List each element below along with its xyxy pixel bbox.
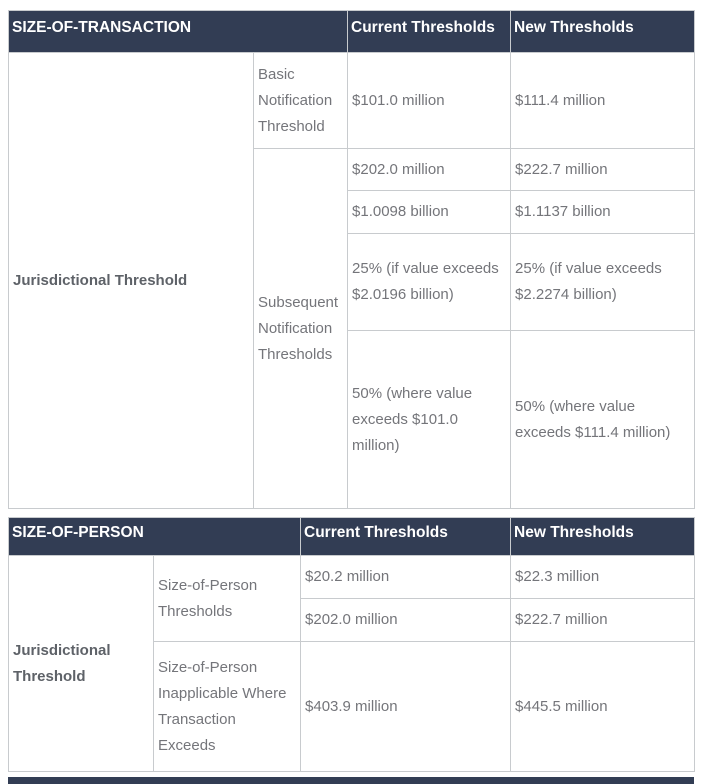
- t2-row2-new-value: $222.7 million: [511, 599, 695, 642]
- size-of-person-inapplicable-label: Size-of-Person Inapplicable Where Transaction Exceeds: [154, 642, 301, 772]
- size-of-transaction-title: SIZE-OF-TRANSACTION: [9, 11, 348, 53]
- t1-jurisdictional-threshold-label: Jurisdictional Threshold: [9, 53, 254, 509]
- t1-row1-new-value: $111.4 million: [511, 53, 695, 149]
- t1-row3-current-value: $1.0098 billion: [348, 191, 511, 234]
- t2-current-thresholds-header: Current Thresholds: [301, 518, 511, 556]
- next-table-header-cutoff: [8, 777, 694, 784]
- t1-row1-current-value: $101.0 million: [348, 53, 511, 149]
- t2-jurisdictional-threshold-label: Jurisdictional Threshold: [9, 556, 154, 772]
- t1-row3-new-value: $1.1137 billion: [511, 191, 695, 234]
- size-of-transaction-table: [8, 10, 695, 509]
- t2-row1-current-value: $20.2 million: [301, 556, 511, 599]
- t2-new-thresholds-header: New Thresholds: [511, 518, 695, 556]
- t2-row3-current-value: $403.9 million: [301, 642, 511, 772]
- t2-row1-new-value: $22.3 million: [511, 556, 695, 599]
- table-row: [9, 556, 695, 599]
- subsequent-notification-thresholds-label: Subsequent Notification Thresholds: [254, 149, 348, 509]
- size-of-person-table: [8, 517, 695, 772]
- basic-notification-threshold-label: Basic Notification Threshold: [254, 53, 348, 149]
- t1-current-thresholds-header: Current Thresholds: [348, 11, 511, 53]
- t1-row5-current-value: 50% (where value exceeds $101.0 million): [348, 331, 511, 509]
- t1-row2-current-value: $202.0 million: [348, 149, 511, 191]
- size-of-person-thresholds-label: Size-of-Person Thresholds: [154, 556, 301, 642]
- t1-row5-new-value: 50% (where value exceeds $111.4 million): [511, 331, 695, 509]
- size-of-transaction-header-row: [9, 11, 695, 53]
- t1-new-thresholds-header: New Thresholds: [511, 11, 695, 53]
- t1-row4-current-value: 25% (if value exceeds $2.0196 billion): [348, 234, 511, 331]
- size-of-person-title: SIZE-OF-PERSON: [9, 518, 301, 556]
- t1-row2-new-value: $222.7 million: [511, 149, 695, 191]
- size-of-person-header-row: [9, 518, 695, 556]
- t2-row3-new-value: $445.5 million: [511, 642, 695, 772]
- t2-row2-current-value: $202.0 million: [301, 599, 511, 642]
- t1-row4-new-value: 25% (if value exceeds $2.2274 billion): [511, 234, 695, 331]
- table-row: [9, 53, 695, 149]
